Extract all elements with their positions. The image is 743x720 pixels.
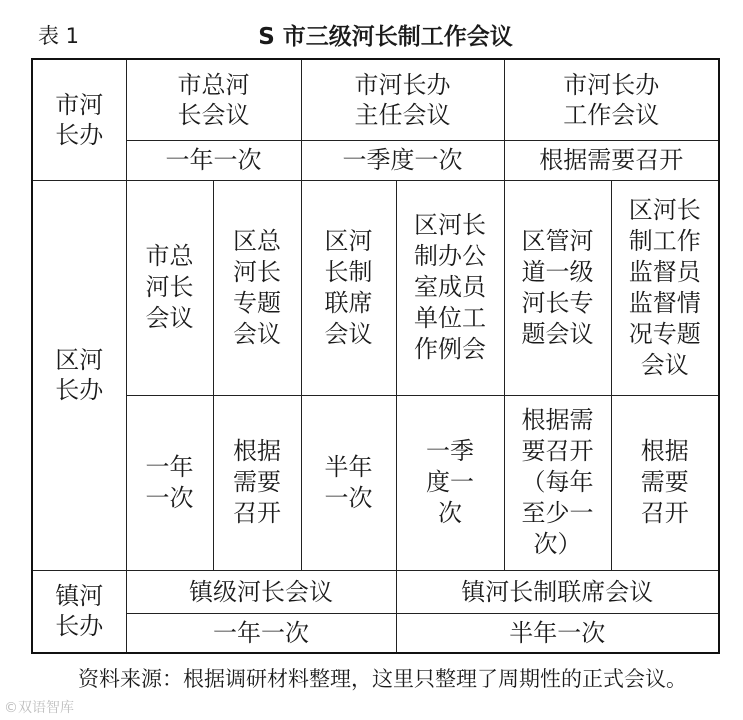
town-frequency-1: 一年一次 — [126, 613, 396, 653]
district-frequency-1: 一年 一次 — [126, 395, 213, 570]
district-meeting-1: 市总 河长 会议 — [126, 180, 213, 395]
district-frequency-5: 根据需 要召开 （每年 至少一 次） — [504, 395, 611, 570]
row-header-city: 市河 长办 — [32, 59, 126, 180]
town-meeting-1: 镇级河长会议 — [126, 570, 396, 613]
city-frequency-2: 一季度一次 — [301, 140, 504, 180]
district-meeting-2: 区总 河长 专题 会议 — [213, 180, 301, 395]
district-frequency-2: 根据 需要 召开 — [213, 395, 301, 570]
district-meeting-5: 区管河 道一级 河长专 题会议 — [504, 180, 611, 395]
watermark: ©双语智库 — [4, 700, 74, 716]
district-meeting-4: 区河长 制办公 室成员 单位工 作例会 — [396, 180, 504, 395]
table-number: 表 1 — [38, 24, 80, 48]
city-meeting-3: 市河长办 工作会议 — [504, 59, 719, 140]
meeting-table — [31, 58, 720, 654]
district-frequency-4: 一季 度一 次 — [396, 395, 504, 570]
city-meeting-2: 市河长办 主任会议 — [301, 59, 504, 140]
city-frequency-3: 根据需要召开 — [504, 140, 719, 180]
source-note: 资料来源：根据调研材料整理，这里只整理了周期性的正式会议。 — [78, 667, 687, 691]
town-meeting-2: 镇河长制联席会议 — [396, 570, 719, 613]
city-meeting-1: 市总河 长会议 — [126, 59, 301, 140]
row-header-town: 镇河 长办 — [32, 570, 126, 653]
town-frequency-2: 半年一次 — [396, 613, 719, 653]
district-frequency-3: 半年 一次 — [301, 395, 396, 570]
city-frequency-1: 一年一次 — [126, 140, 301, 180]
row-header-district: 区河 长办 — [32, 180, 126, 570]
district-meeting-6: 区河长 制工作 监督员 监督情 况专题 会议 — [611, 180, 719, 395]
district-meeting-3: 区河 长制 联席 会议 — [301, 180, 396, 395]
table-title: S 市三级河长制工作会议 — [258, 24, 513, 50]
district-frequency-6: 根据 需要 召开 — [611, 395, 719, 570]
